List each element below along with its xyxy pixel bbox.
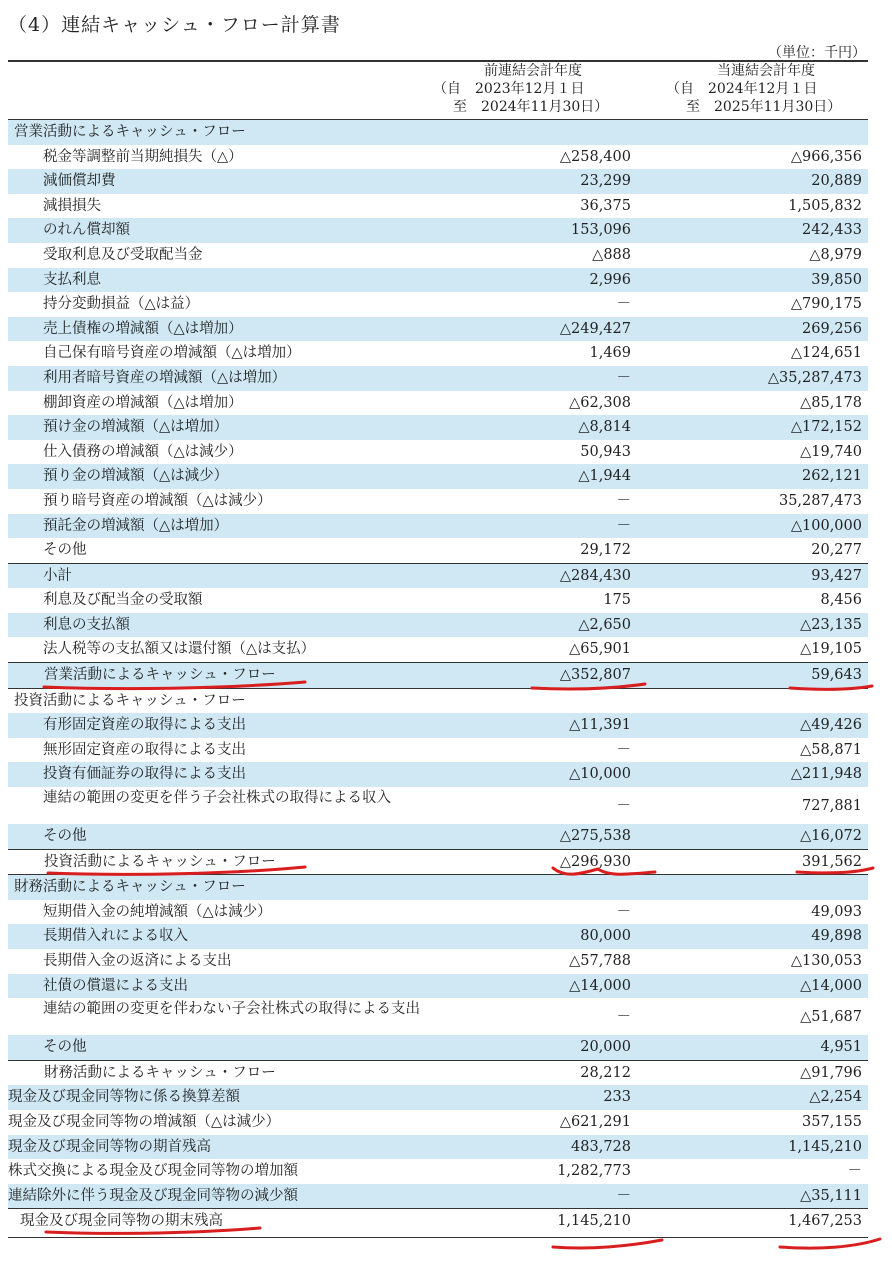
row-label: 支払利息	[43, 271, 101, 288]
column-prev-name: 前連結会計年度	[484, 63, 582, 79]
row-label: 連結除外に伴う現金及び現金同等物の減少額	[8, 1187, 298, 1204]
row-label: 投資活動によるキャッシュ・フロー	[44, 853, 276, 870]
unit-label: （単位：千円）	[768, 45, 866, 61]
table-row	[8, 415, 868, 440]
curr-value: △130,053	[790, 953, 862, 969]
row-label: 有形固定資産の取得による支出	[43, 717, 246, 734]
prev-value: 1,145,210	[557, 1213, 631, 1230]
table-row	[8, 391, 868, 416]
prev-value: △1,944	[578, 468, 631, 485]
table-row-subtotal	[8, 563, 868, 589]
table-row	[8, 588, 868, 613]
curr-value: 20,889	[811, 173, 862, 190]
prev-value: 29,172	[580, 542, 631, 559]
table-row	[8, 689, 868, 714]
table-row	[8, 762, 868, 787]
curr-value: △23,135	[800, 616, 862, 633]
prev-value: 483,728	[571, 1138, 631, 1155]
table-row	[8, 713, 868, 738]
prev-value: △249,427	[559, 320, 631, 337]
row-label: 減損損失	[43, 197, 101, 214]
underline-ending-prev	[553, 1240, 662, 1248]
table-row	[8, 169, 868, 194]
curr-value: 93,427	[811, 567, 862, 584]
table-row	[8, 637, 868, 662]
curr-value: 49,898	[811, 928, 862, 945]
table-row-total-investing	[8, 849, 868, 876]
curr-value: △966,356	[790, 148, 862, 165]
curr-value: 242,433	[802, 222, 862, 239]
row-label: 連結の範囲の変更を伴わない子会社株式の取得による支出	[43, 1001, 420, 1018]
column-curr-to: 至 2025年11月30日）	[686, 99, 842, 115]
table-row	[8, 738, 868, 763]
row-label: その他	[43, 1039, 87, 1056]
table-row	[8, 292, 868, 317]
prev-value: △621,291	[559, 1113, 631, 1130]
table-row-ending-balance	[8, 1208, 868, 1238]
row-label: 長期借入金の返済による支出	[43, 953, 232, 969]
table-row	[8, 900, 868, 925]
row-label: 小計	[43, 567, 72, 584]
table-row	[8, 194, 868, 219]
prev-value: △62,308	[569, 394, 631, 411]
curr-value: 391,562	[802, 853, 862, 870]
curr-value: 727,881	[802, 798, 862, 815]
prev-value: △57,788	[569, 953, 631, 969]
table-row	[8, 1110, 868, 1135]
row-label: 長期借入れによる収入	[43, 928, 188, 945]
prev-value: －	[616, 903, 631, 920]
table-row	[8, 1135, 868, 1160]
row-label: 売上債権の増減額（△は増加）	[43, 320, 243, 337]
table-row	[8, 440, 868, 465]
curr-value: △49,426	[800, 717, 862, 734]
curr-value: 269,256	[802, 320, 862, 337]
row-label: 利息及び配当金の受取額	[43, 592, 203, 609]
row-label: 税金等調整前当期純損失（△）	[43, 148, 243, 165]
row-label: その他	[43, 828, 87, 845]
table-row-total-operating	[8, 662, 868, 689]
row-label: 連結の範囲の変更を伴う子会社株式の取得による収入	[43, 790, 391, 807]
curr-value: 1,505,832	[788, 197, 862, 214]
curr-value: △14,000	[800, 977, 862, 994]
row-label: 現金及び現金同等物に係る換算差額	[8, 1089, 240, 1106]
row-label: 株式交換による現金及び現金同等物の増加額	[8, 1163, 298, 1180]
prev-value: 2,996	[589, 271, 631, 288]
column-header-curr	[666, 62, 866, 116]
curr-value: △124,651	[790, 345, 862, 362]
curr-value: △790,175	[790, 296, 862, 313]
table-row	[8, 366, 868, 391]
row-label: 営業活動によるキャッシュ・フロー	[44, 667, 276, 684]
row-label: 預け金の増減額（△は増加）	[43, 419, 229, 436]
curr-value: 357,155	[802, 1113, 862, 1130]
row-label: 財務活動によるキャッシュ・フロー	[44, 1064, 276, 1081]
prev-value: －	[616, 517, 631, 534]
row-label: 財務活動によるキャッシュ・フロー	[14, 879, 246, 896]
table-row	[8, 268, 868, 293]
row-label: 現金及び現金同等物の期末残高	[20, 1213, 223, 1230]
curr-value: △2,254	[809, 1089, 862, 1106]
curr-value: △58,871	[800, 741, 862, 758]
table-row	[8, 145, 868, 170]
column-header-prev	[433, 62, 633, 116]
prev-value: △8,814	[578, 419, 631, 436]
prev-value: －	[616, 369, 631, 386]
prev-value: △258,400	[559, 148, 631, 165]
curr-value: △19,740	[800, 443, 862, 460]
prev-value: △296,930	[559, 853, 631, 870]
row-label: 受取利息及び受取配当金	[43, 246, 203, 263]
row-label: 営業活動によるキャッシュ・フロー	[14, 124, 246, 140]
prev-value: －	[616, 741, 631, 758]
curr-value: △35,287,473	[767, 369, 862, 386]
curr-value: △35,111	[800, 1187, 862, 1204]
prev-value: 233	[603, 1089, 631, 1106]
prev-value: －	[616, 296, 631, 313]
column-curr-name: 当連結会計年度	[717, 63, 815, 79]
prev-value: －	[616, 1187, 631, 1204]
prev-value: 23,299	[580, 173, 631, 190]
table-row	[8, 538, 868, 563]
row-label: 利用者暗号資産の増減額（△は増加）	[43, 369, 287, 386]
curr-value: △19,105	[800, 641, 862, 658]
curr-value: △16,072	[800, 828, 862, 845]
prev-value: 175	[603, 592, 631, 609]
table-row-total-financing	[8, 1060, 868, 1086]
curr-value: 39,850	[811, 271, 862, 288]
prev-value: 153,096	[571, 222, 631, 239]
curr-value: 8,456	[820, 592, 862, 609]
prev-value: －	[616, 492, 631, 509]
prev-value: 28,212	[580, 1064, 631, 1081]
prev-value: △2,650	[578, 616, 631, 633]
table-row	[8, 1159, 868, 1184]
curr-value: △51,687	[800, 1009, 862, 1026]
curr-value: －	[847, 1163, 862, 1180]
table-row	[8, 243, 868, 268]
prev-value: 1,469	[589, 345, 631, 362]
prev-value: －	[616, 798, 631, 815]
cash-flow-table	[8, 120, 868, 1238]
table-row	[8, 875, 868, 900]
row-label: 現金及び現金同等物の増減額（△は減少）	[8, 1113, 281, 1130]
row-label: 投資活動によるキャッシュ・フロー	[14, 692, 246, 709]
curr-value: 1,145,210	[788, 1138, 862, 1155]
row-label: のれん償却額	[43, 222, 130, 239]
table-row	[8, 120, 868, 145]
prev-value: △275,538	[559, 828, 631, 845]
curr-value: 4,951	[820, 1039, 862, 1056]
curr-value: △85,178	[800, 394, 862, 411]
row-label: 利息の支払額	[43, 616, 130, 633]
row-label: 減価償却費	[43, 173, 116, 190]
prev-value: 1,282,773	[557, 1163, 631, 1180]
row-label: 無形固定資産の取得による支出	[43, 741, 246, 758]
curr-value: △91,796	[800, 1064, 862, 1081]
prev-value: 80,000	[580, 928, 631, 945]
table-row	[8, 924, 868, 949]
curr-value: 35,287,473	[778, 492, 862, 509]
table-row	[8, 341, 868, 366]
table-row	[8, 998, 868, 1035]
row-label: 預託金の増減額（△は増加）	[43, 517, 229, 534]
curr-value: △172,152	[790, 419, 862, 436]
row-label: 法人税等の支払額又は還付額（△は支払）	[43, 641, 316, 658]
prev-value: △284,430	[559, 567, 631, 584]
table-row	[8, 317, 868, 342]
prev-value: △352,807	[559, 667, 631, 684]
curr-value: △211,948	[790, 766, 862, 783]
curr-value: △8,979	[809, 246, 862, 263]
prev-value: －	[616, 1009, 631, 1026]
prev-value: △65,901	[569, 641, 631, 658]
row-label: 持分変動損益（△は益）	[43, 296, 200, 313]
curr-value: 59,643	[811, 667, 862, 684]
row-label: その他	[43, 542, 87, 559]
table-row	[8, 1035, 868, 1060]
prev-value: 36,375	[580, 197, 631, 214]
prev-value: △14,000	[569, 977, 631, 994]
prev-value: 50,943	[580, 443, 631, 460]
curr-value: 1,467,253	[788, 1213, 862, 1230]
column-curr-from: （自 2024年12月１日	[666, 81, 818, 97]
table-row	[8, 218, 868, 243]
row-label: 現金及び現金同等物の期首残高	[8, 1138, 211, 1155]
table-row	[8, 949, 868, 974]
row-label: 預り金の増減額（△は減少）	[43, 468, 229, 485]
row-label: 投資有価証券の取得による支出	[43, 766, 246, 783]
row-label: 自己保有暗号資産の増減額（△は増加）	[43, 345, 301, 362]
table-row	[8, 1085, 868, 1110]
curr-value: 262,121	[802, 468, 862, 485]
table-row	[8, 489, 868, 514]
underline-ending-curr	[780, 1239, 880, 1248]
table-row	[8, 464, 868, 489]
row-label: 短期借入金の純増減額（△は減少）	[43, 903, 272, 920]
document-title: （4）連結キャッシュ・フロー計算書	[8, 14, 341, 36]
row-label: 預り暗号資産の増減額（△は減少）	[43, 492, 272, 509]
table-row	[8, 1184, 868, 1209]
table-row	[8, 787, 868, 824]
prev-value: △888	[592, 246, 631, 263]
row-label: 社債の償還による支出	[43, 977, 188, 994]
prev-value: 20,000	[580, 1039, 631, 1056]
table-row	[8, 974, 868, 999]
column-prev-from: （自 2023年12月１日	[433, 81, 585, 97]
table-row	[8, 514, 868, 539]
curr-value: △100,000	[790, 517, 862, 534]
row-label: 棚卸資産の増減額（△は増加）	[43, 394, 243, 411]
column-prev-to: 至 2024年11月30日）	[453, 99, 609, 115]
table-row	[8, 824, 868, 849]
curr-value: 49,093	[811, 903, 862, 920]
curr-value: 20,277	[811, 542, 862, 559]
table-row	[8, 613, 868, 638]
prev-value: △11,391	[569, 717, 631, 734]
prev-value: △10,000	[569, 766, 631, 783]
row-label: 仕入債務の増減額（△は減少）	[43, 443, 243, 460]
